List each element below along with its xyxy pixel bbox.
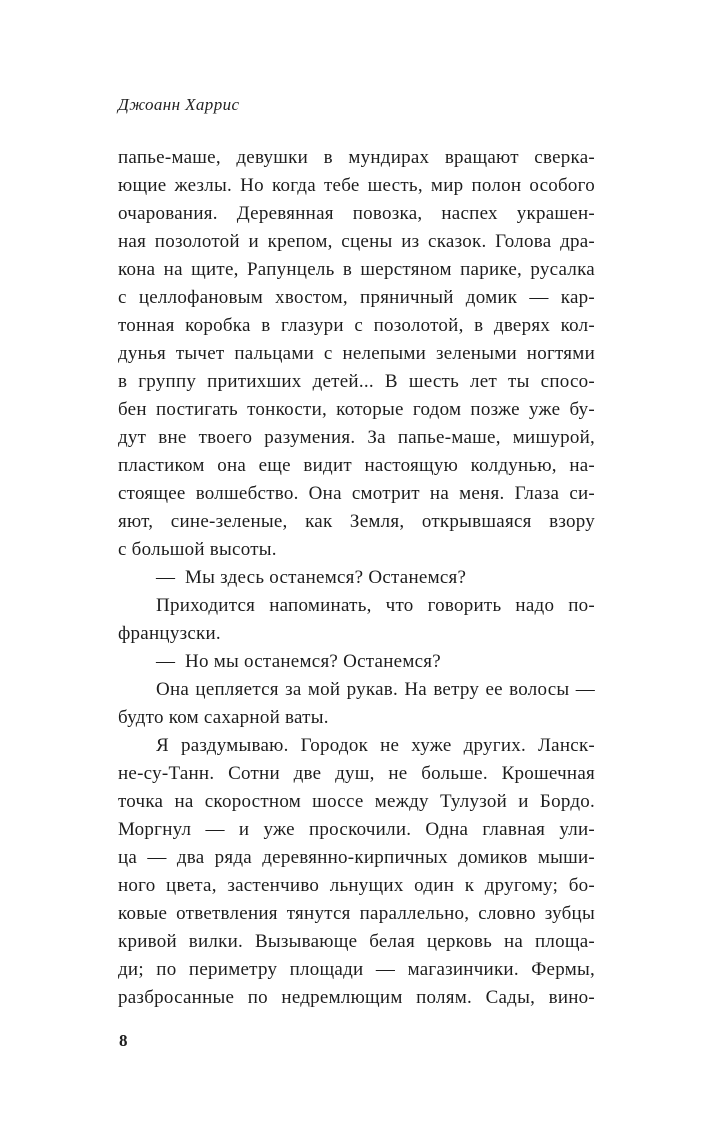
text-line: ди; по периметру площади — магазинчики. Фермы, — [118, 959, 595, 980]
text-line: ного цвета, застенчиво льнущих один к другому; бо- — [118, 875, 595, 896]
text-line: ковые ответвления тянутся параллельно, словно зубцы — [118, 903, 595, 924]
text-line: Я раздумываю. Городок не хуже других. Ланск- — [156, 735, 595, 756]
text-line: точка на скоростном шоссе между Тулузой и Бордо. — [118, 791, 595, 812]
text-line: с целлофановым хвостом, пряничный домик — кар- — [118, 287, 595, 308]
text-line: в группу притихших детей... В шесть лет ты спосо- — [118, 371, 595, 392]
text-line: очарования. Деревянная повозка, наспех украшен- — [118, 203, 595, 224]
text-line: папье-маше, девушки в мундирах вращают сверка- — [118, 147, 595, 168]
text-line: яют, сине-зеленые, как Земля, открывшаяся взору — [118, 511, 595, 532]
text-line: стоящее волшебство. Она смотрит на меня. Глаза си- — [118, 483, 595, 504]
text-line: кона на щите, Рапунцель в шерстяном парике, русалка — [118, 259, 595, 280]
text-line: французски. — [118, 623, 221, 644]
page-number: 8 — [119, 1031, 128, 1050]
text-line: с большой высоты. — [118, 539, 277, 560]
text-line: не-су-Танн. Сотни две душ, не больше. Крошечная — [118, 763, 595, 784]
text-line: ющие жезлы. Но когда тебе шесть, мир полон особого — [118, 175, 595, 196]
text-line: бен постигать тонкости, которые годом позже уже бу- — [118, 399, 595, 420]
text-line: ца — два ряда деревянно-кирпичных домиков мыши- — [118, 847, 595, 868]
text-line: Моргнул — и уже проскочили. Одна главная ули- — [118, 819, 595, 840]
text-line: Она цепляется за мой рукав. На ветру ее волосы — — [156, 679, 595, 700]
text-line: кривой вилки. Вызывающе белая церковь на площа- — [118, 931, 595, 952]
text-line: разбросанные по недремлющим полям. Сады, вино- — [118, 987, 595, 1008]
text-line: дут вне твоего разумения. За папье-маше, мишурой, — [118, 427, 595, 448]
text-line: тонная коробка в глазури с позолотой, в дверях кол- — [118, 315, 595, 336]
running-header: Джоанн Харрис — [118, 95, 240, 114]
text-block — [118, 144, 595, 1012]
text-line: будто ком сахарной ваты. — [118, 707, 329, 728]
text-line: ная позолотой и крепом, сцены из сказок. Голова дра- — [118, 231, 595, 252]
text-line: дунья тычет пальцами с нелепыми зелеными ногтями — [118, 343, 595, 364]
text-line: — Мы здесь останемся? Останемся? — [156, 567, 467, 588]
text-line: — Но мы останемся? Останемся? — [156, 651, 441, 672]
text-line: пластиком она еще видит настоящую колдунью, на- — [118, 455, 595, 476]
text-line: Приходится напоминать, что говорить надо по- — [156, 595, 595, 616]
